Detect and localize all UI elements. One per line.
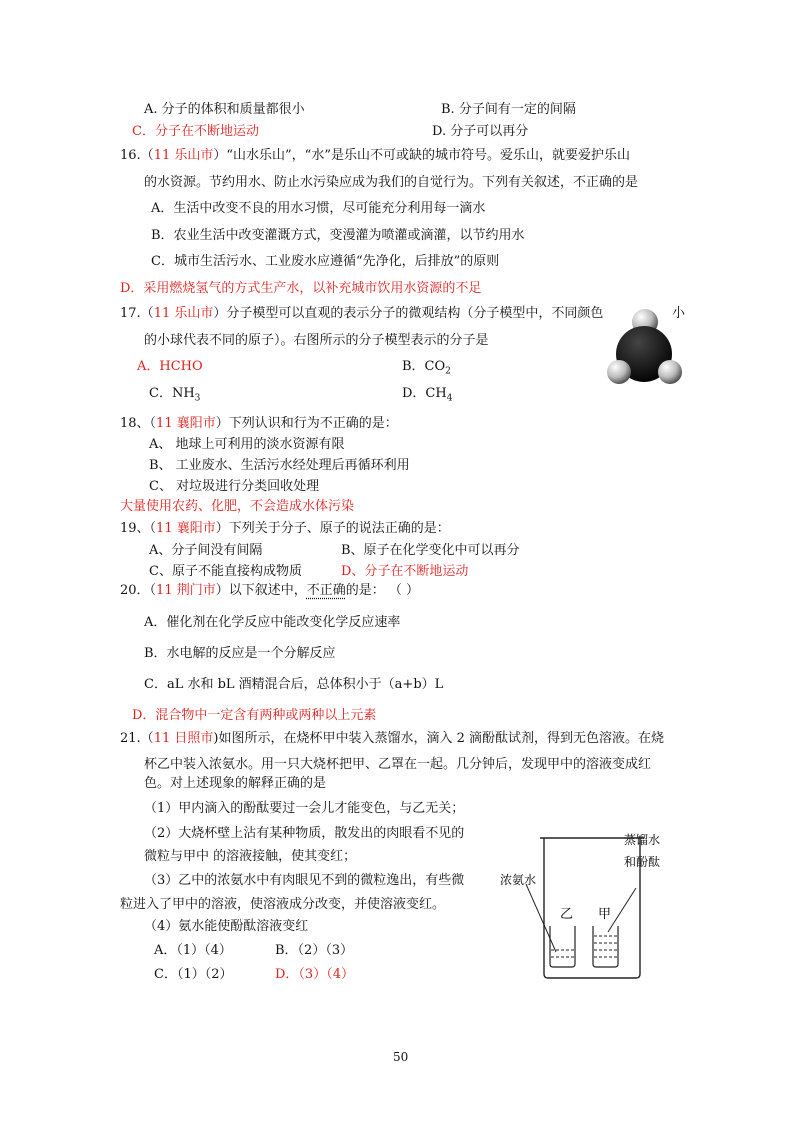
q17-option-b: B．$CO_2$ [402,359,451,377]
q17-stem-line2: 的小球代表不同的原子）。右图所示的分子模型表示的分子是 [144,333,489,348]
q17-source: 11 乐山市 [153,306,214,321]
q20-option-d: D．混合物中一定含有两种或两种以上元素 [132,708,377,723]
q21-statement-4: （4）氨水能使酚酞溶液变红 [144,919,309,934]
q18-option-b: B、 工业废水、生活污水经处理后再循环利用 [149,458,410,473]
q18-option-a: A、 地球上可利用的淡水资源有限 [149,437,345,452]
q16-stem: 16.（11 乐山市）“山水乐山”，“水”是乐山不可或缺的城市符号。爱乐山，就要爱护乐山 [120,148,630,163]
q20-option-a: A．催化剂在化学反应中能改变化学反应速率 [144,615,401,630]
q19-option-c: C、原子不能直接构成物质 [149,564,302,579]
page-number: 50 [393,1050,409,1064]
molecule-model-figure [604,300,686,390]
q21-stem-line3: 色。对上述现象的解释正确的是 [144,776,327,791]
q16-option-a: A．生活中改变不良的用水习惯，尽可能充分利用每一滴水 [151,201,486,216]
q16-source: 11 乐山市 [153,148,214,163]
q17-option-c: C．$NH_3$ [149,386,201,404]
q20-option-b: B．水电解的反应是一个分解反应 [144,646,336,661]
label-water-2: 和酚酞 [624,855,661,869]
q20-stem: 20．（11 荆门市）以下叙述中，不正确的是： （ ） [120,583,420,598]
q21-stem-line2: 杯乙中装入浓氨水。用一只大烧杯把甲、乙罩在一起。几分钟后，发现甲中的溶液变成红 [144,757,652,772]
q17-option-d: D．$CH_4$ [402,386,453,404]
q21-statement-3b: 粒进入了甲中的溶液，使溶液成分改变，并使溶液变红。 [120,897,446,912]
q18-option-d: 大量使用农药、化肥，不会造成水体污染 [120,499,355,514]
q18-option-c: C、 对垃圾进行分类回收处理 [149,479,320,494]
q21-statement-3a: （3）乙中的浓氨水中有肉眼见不到的微粒逸出，有些微 [144,873,465,888]
q21-option-a: A．（1）（4） [154,943,232,958]
q15-option-a: A. 分子的体积和质量都很小 [144,102,305,117]
beaker-experiment-figure [496,826,671,986]
q16-option-b: B．农业生活中改变灌溉方式，变漫灌为喷灌或滴灌，以节约用水 [151,228,525,243]
q21-source: 11 日照市 [153,731,214,746]
q21-option-c: C．（1）（2） [154,967,233,982]
q21-statement-2a: （2）大烧杯壁上沾有某种物质，散发出的肉眼看不见的 [144,826,465,841]
q19-option-b: B、原子在化学变化中可以再分 [341,543,520,558]
q21-option-d: D．（3）（4） [275,967,354,982]
label-yi: 乙 [560,907,574,922]
q21-stem: 21.（11 日照市)如图所示，在烧杯甲中装入蒸馏水，滴入 2 滴酚酞试剂，得到无色溶液。在烧 [120,731,664,746]
q15-option-c: C．分子在不断地运动 [132,124,259,139]
atom-left [607,360,631,384]
q21-option-b: B．（2）（3） [275,943,354,958]
q18-source: 11 襄阳市 [156,416,216,431]
q17-option-a: A．HCHO [137,359,203,374]
q19-source: 11 襄阳市 [156,521,216,536]
q17-stem-tail: 小 [672,306,686,321]
q21-statement-2b: 微粒与甲中 的溶液接触，使其变红； [144,849,357,864]
q20-emphasis: 不正确 [306,583,346,598]
q15-option-d: D. 分子可以再分 [432,124,529,139]
q15-option-b: B. 分子间有一定的间隔 [441,102,576,117]
label-jia: 甲 [598,907,612,922]
q18-stem: 18、（11 襄阳市）下列认识和行为不正确的是： [120,416,398,431]
q21-statement-1: （1）甲内滴入的酚酞要过一会儿才能变色，与乙无关； [144,801,465,816]
q19-option-d: D、分子在不断地运动 [341,564,469,579]
q20-option-c: C．aL 水和 bL 酒精混合后，总体积小于（a+b）L [144,677,444,692]
q17-stem: 17.（11 乐山市）分子模型可以直观的表示分子的微观结构（分子模型中，不同颜色 [120,306,604,321]
q16-option-d: D．采用燃烧氢气的方式生产水，以补充城市饮用水资源的不足 [120,281,482,296]
label-water-1: 蒸馏水 [624,833,661,847]
q20-source: 11 荆门市 [156,583,216,598]
q19-stem: 19、（11 襄阳市）下列关于分子、原子的说法正确的是： [120,521,450,536]
q16-stem-line2: 的水资源。节约用水、防止水污染应成为我们的自觉行为。下列有关叙述，不正确的是 [144,175,639,190]
atom-right [658,360,682,384]
beaker-jia [593,926,618,967]
label-ammonia: 浓氨水 [500,873,537,887]
q16-option-c: C．城市生活污水、工业废水应遵循“先净化，后排放”的原则 [151,254,500,269]
q19-option-a: A、分子间没有间隔 [149,543,263,558]
